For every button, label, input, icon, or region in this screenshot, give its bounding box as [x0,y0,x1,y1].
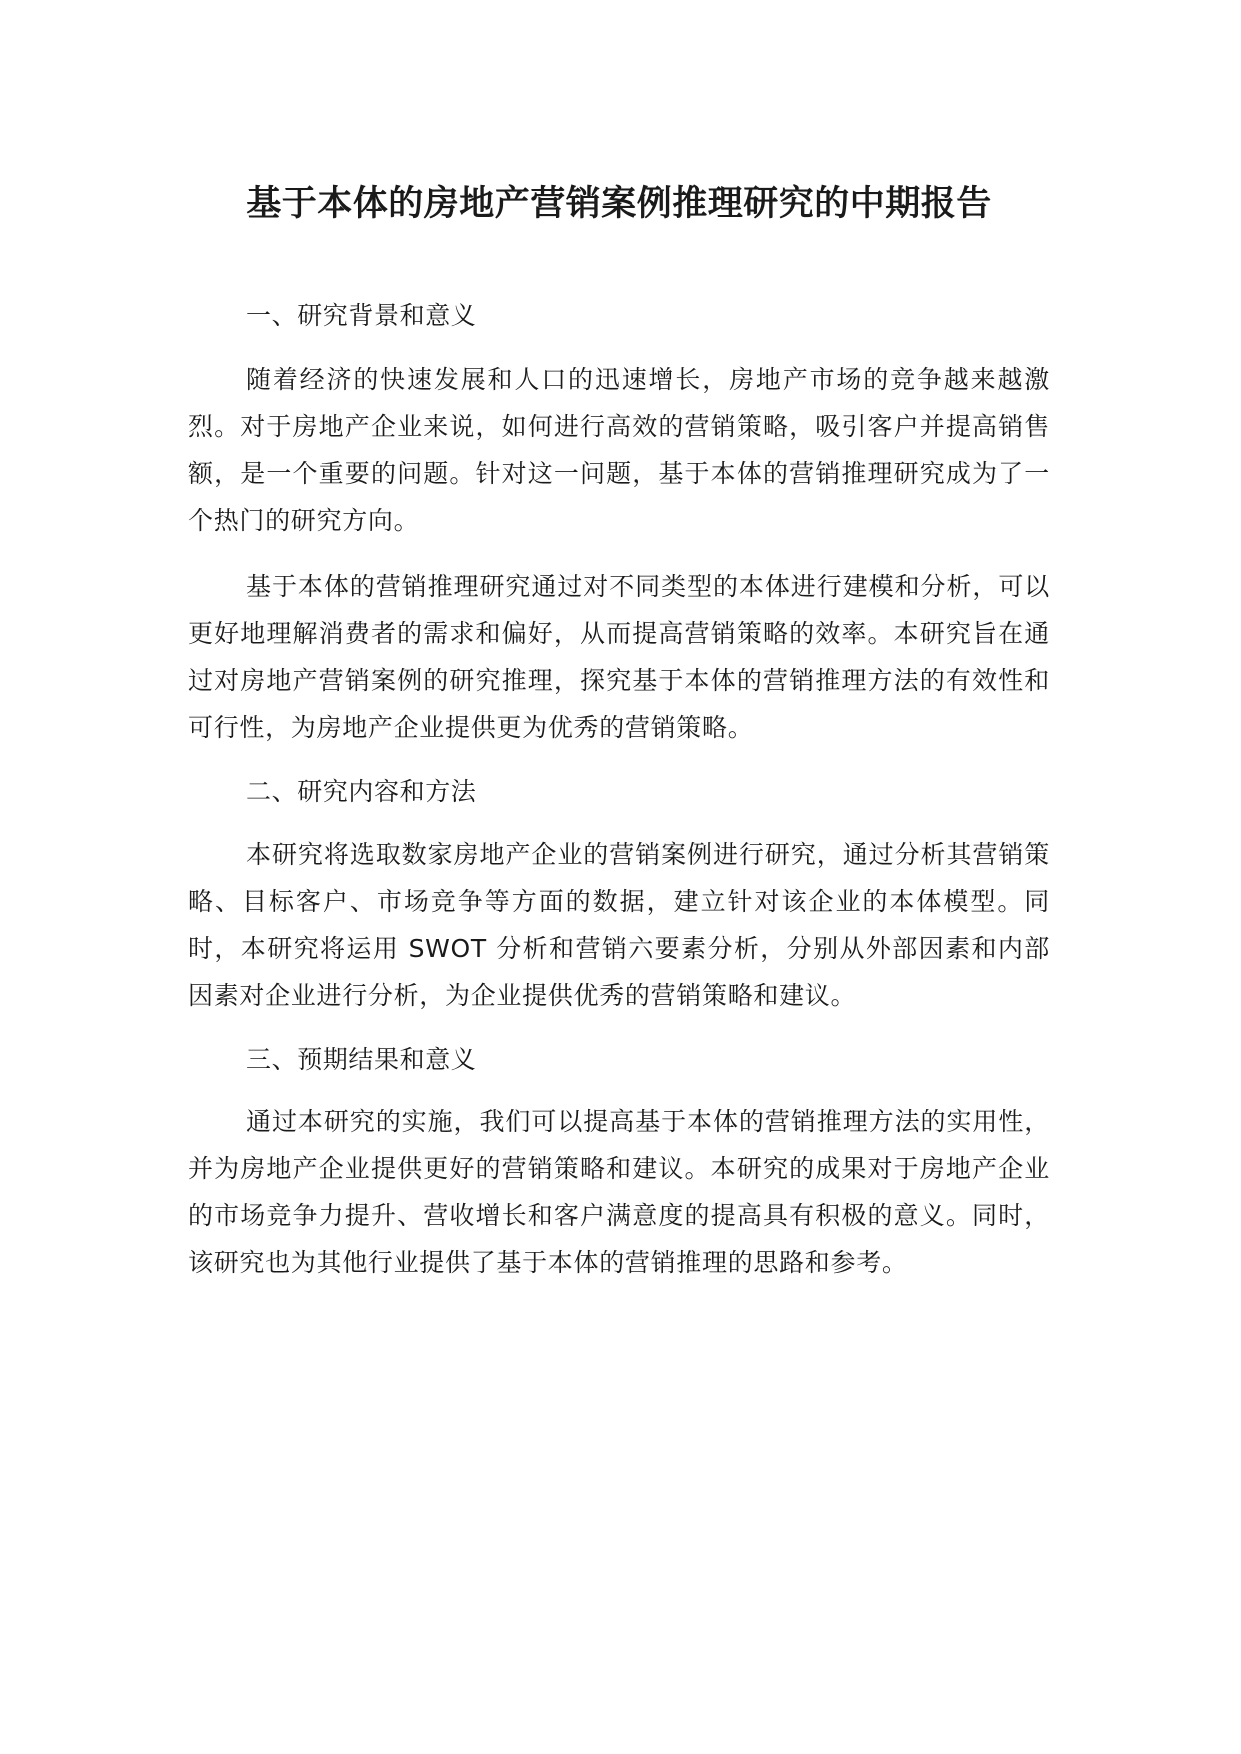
paragraph-expected-results: 通过本研究的实施，我们可以提高基于本体的营销推理方法的实用性，并为房地产企业提供更好的营销策略和建议。本研究的成果对于房地产企业的市场竞争力提升、营收增长和客户满意度的提高具有积极的意义。同时，该研究也为其他行业提供了基于本体的营销推理的思路和参考。 [188,1107,1050,1277]
document-title: 基于本体的房地产营销案例推理研究的中期报告 [246,184,992,224]
section-heading-content-methods: 二、研究内容和方法 [246,777,477,806]
paragraph-background-2: 基于本体的营销推理研究通过对不同类型的本体进行建模和分析，可以更好地理解消费者的需求和偏好，从而提高营销策略的效率。本研究旨在通过对房地产营销案例的研究推理，探究基于本体的营销推理方法的有效性和可行性，为房地产企业提供更为优秀的营销策略。 [188,572,1050,742]
paragraph-background-1: 随着经济的快速发展和人口的迅速增长，房地产市场的竞争越来越激烈。对于房地产企业来说，如何进行高效的营销策略，吸引客户并提高销售额，是一个重要的问题。针对这一问题，基于本体的营销推理研究成为了一个热门的研究方向。 [188,365,1050,535]
section-heading-background: 一、研究背景和意义 [246,301,477,330]
paragraph-content-methods: 本研究将选取数家房地产企业的营销案例进行研究，通过分析其营销策略、目标客户、市场竞争等方面的数据，建立针对该企业的本体模型。同时，本研究将运用 SWOT 分析和营销六要素分析，分别从外部因素和内部因素对企业进行分析，为企业提供优秀的营销策略和建议。 [188,840,1050,1010]
section-heading-expected-results: 三、预期结果和意义 [246,1045,477,1074]
